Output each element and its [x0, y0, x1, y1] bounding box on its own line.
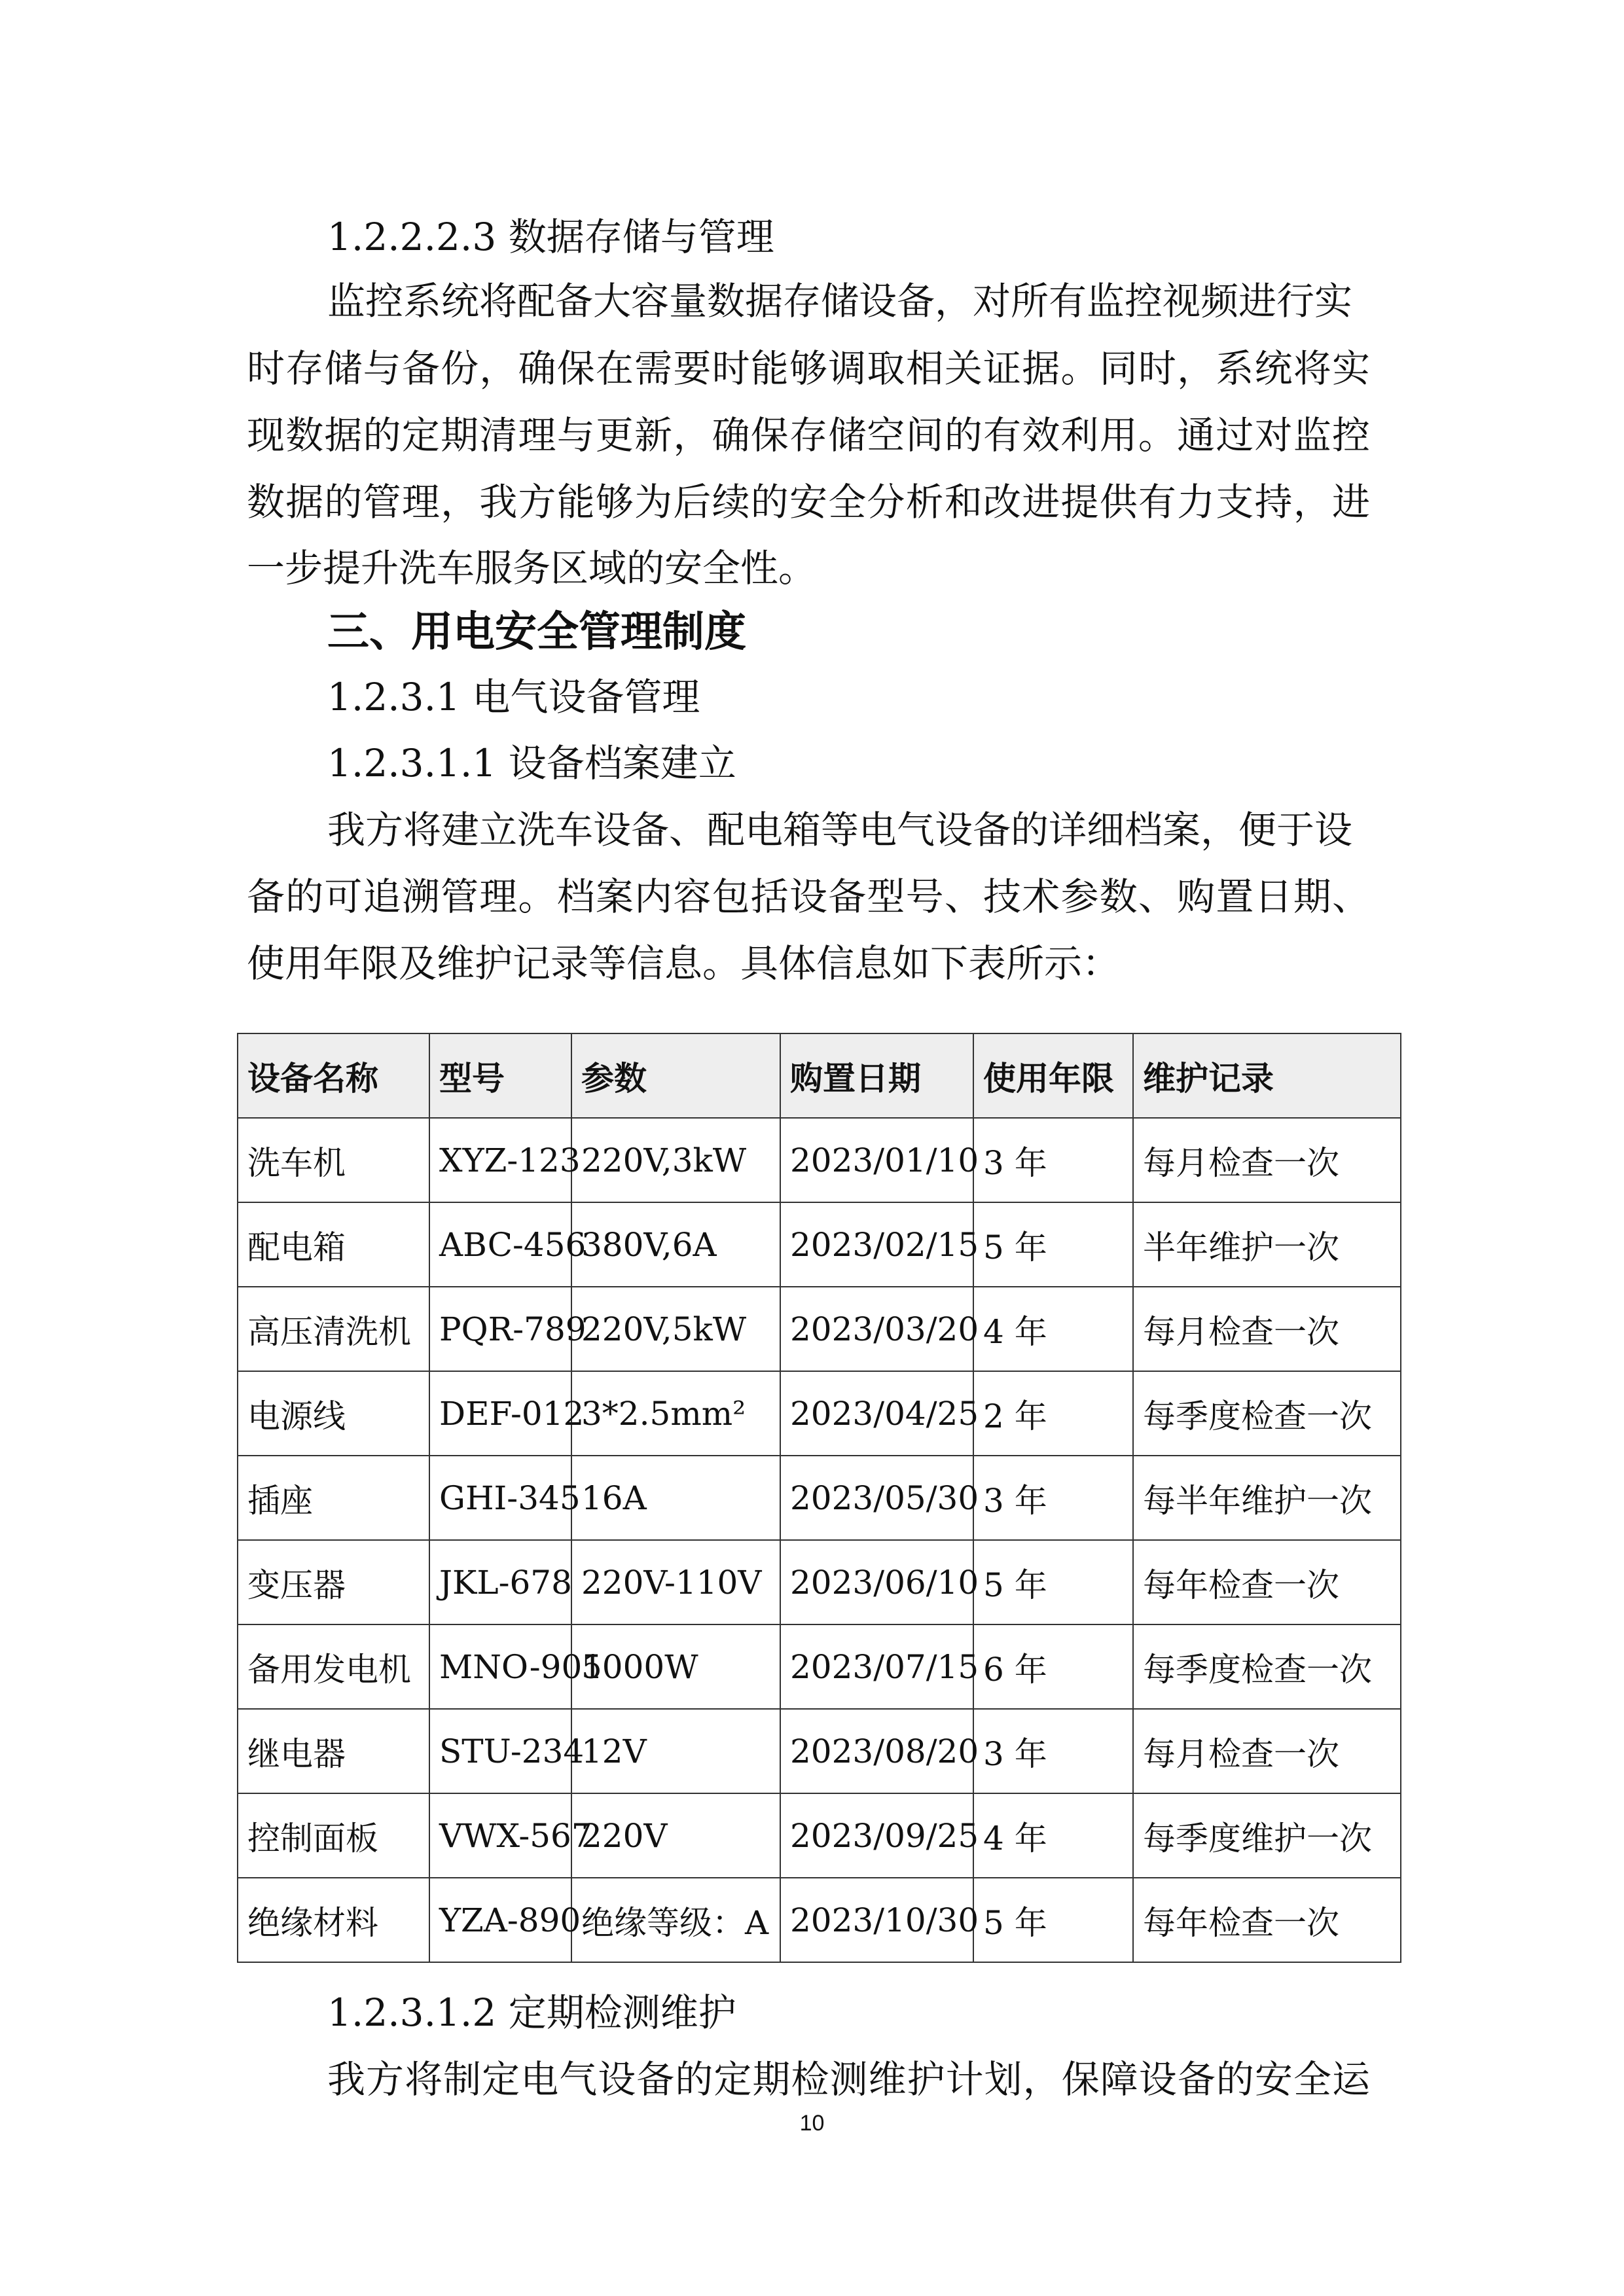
table-cell: 5 年	[973, 1202, 1133, 1287]
table-cell: 插座	[238, 1456, 429, 1540]
table-cell: 6 年	[973, 1624, 1133, 1709]
table-cell: 220V-110V	[571, 1540, 780, 1624]
table-cell: 每月检查一次	[1133, 1287, 1401, 1371]
table-cell: 2023/10/30	[780, 1878, 973, 1962]
table-cell: 每月检查一次	[1133, 1709, 1401, 1793]
table-cell: STU-234	[429, 1709, 571, 1793]
table-row	[238, 1624, 1401, 1709]
table-cell: GHI-345	[429, 1456, 571, 1540]
table-cell: 每季度维护一次	[1133, 1793, 1401, 1878]
column-header: 维护记录	[1133, 1033, 1401, 1118]
paragraph-line: 备的可追溯管理。档案内容包括设备型号、技术参数、购置日期、	[247, 874, 1370, 919]
section-title-1-2-2-2-3: 1.2.2.2.3 数据存储与管理	[327, 215, 774, 259]
column-header: 参数	[571, 1033, 780, 1118]
table-cell: 2023/05/30	[780, 1456, 973, 1540]
table-cell: 备用发电机	[238, 1624, 429, 1709]
table-cell: 配电箱	[238, 1202, 429, 1287]
table-row	[238, 1456, 1401, 1540]
paragraph-line: 数据的管理，我方能够为后续的安全分析和改进提供有力支持，进	[247, 480, 1370, 524]
table-cell: XYZ-123	[429, 1118, 571, 1202]
table-row	[238, 1287, 1401, 1371]
table-cell: DEF-012	[429, 1371, 571, 1456]
table-body	[238, 1118, 1401, 1962]
section-title-1-2-3-1: 1.2.3.1 电气设备管理	[327, 675, 700, 719]
table-cell: 3*2.5mm²	[571, 1371, 780, 1456]
table-cell: 半年维护一次	[1133, 1202, 1401, 1287]
table-cell: JKL-678	[429, 1540, 571, 1624]
table-row	[238, 1709, 1401, 1793]
column-header: 使用年限	[973, 1033, 1133, 1118]
table-cell: 220V	[571, 1793, 780, 1878]
page-number: 10	[799, 2111, 825, 2136]
table-cell: MNO-901	[429, 1624, 571, 1709]
table-row	[238, 1878, 1401, 1962]
table-cell: 3 年	[973, 1709, 1133, 1793]
chapter-heading: 三、用电安全管理制度	[327, 608, 746, 656]
table-cell: 2023/01/10	[780, 1118, 973, 1202]
table-cell: 5 年	[973, 1878, 1133, 1962]
table-cell: 绝缘等级：A	[571, 1878, 780, 1962]
table-cell: 2023/04/25	[780, 1371, 973, 1456]
paragraph-line: 现数据的定期清理与更新，确保存储空间的有效利用。通过对监控	[247, 413, 1370, 457]
table-cell: 控制面板	[238, 1793, 429, 1878]
section-title-1-2-3-1-1: 1.2.3.1.1 设备档案建立	[327, 741, 736, 785]
table-cell: ABC-456	[429, 1202, 571, 1287]
table-cell: 2023/02/15	[780, 1202, 973, 1287]
paragraph-line: 使用年限及维护记录等信息。具体信息如下表所示：	[247, 941, 1121, 986]
column-header: 购置日期	[780, 1033, 973, 1118]
table-cell: 高压清洗机	[238, 1287, 429, 1371]
table-cell: YZA-890	[429, 1878, 571, 1962]
column-header: 型号	[429, 1033, 571, 1118]
equipment-table	[237, 1033, 1401, 1963]
table-cell: PQR-789	[429, 1287, 571, 1371]
table-cell: 每年检查一次	[1133, 1540, 1401, 1624]
table-cell: 2023/06/10	[780, 1540, 973, 1624]
paragraph-line: 一步提升洗车服务区域的安全性。	[247, 546, 817, 590]
paragraph-line: 监控系统将配备大容量数据存储设备，对所有监控视频进行实	[327, 279, 1353, 323]
paragraph-line: 我方将建立洗车设备、配电箱等电气设备的详细档案，便于设	[327, 808, 1353, 852]
table-cell: 每月检查一次	[1133, 1118, 1401, 1202]
table-cell: 每季度检查一次	[1133, 1624, 1401, 1709]
table-cell: 每半年维护一次	[1133, 1456, 1401, 1540]
table-cell: 2023/03/20	[780, 1287, 973, 1371]
paragraph-line: 我方将制定电气设备的定期检测维护计划，保障设备的安全运	[327, 2057, 1370, 2102]
table-cell: 每季度检查一次	[1133, 1371, 1401, 1456]
table-cell: 电源线	[238, 1371, 429, 1456]
table-cell: VWX-567	[429, 1793, 571, 1878]
table-cell: 2 年	[973, 1371, 1133, 1456]
table-cell: 12V	[571, 1709, 780, 1793]
table-row	[238, 1118, 1401, 1202]
table-cell: 继电器	[238, 1709, 429, 1793]
table-cell: 3 年	[973, 1118, 1133, 1202]
table-cell: 2023/09/25	[780, 1793, 973, 1878]
table-cell: 每年检查一次	[1133, 1878, 1401, 1962]
table-row	[238, 1371, 1401, 1456]
table-cell: 220V,5kW	[571, 1287, 780, 1371]
table-cell: 绝缘材料	[238, 1878, 429, 1962]
table-cell: 380V,6A	[571, 1202, 780, 1287]
table-cell: 16A	[571, 1456, 780, 1540]
table-cell: 变压器	[238, 1540, 429, 1624]
table-cell: 5000W	[571, 1624, 780, 1709]
table-cell: 5 年	[973, 1540, 1133, 1624]
table-cell: 4 年	[973, 1793, 1133, 1878]
table-cell: 洗车机	[238, 1118, 429, 1202]
table-cell: 2023/07/15	[780, 1624, 973, 1709]
table-header-row	[238, 1033, 1401, 1118]
paragraph-line: 时存储与备份，确保在需要时能够调取相关证据。同时，系统将实	[247, 346, 1370, 391]
table-row	[238, 1793, 1401, 1878]
table-cell: 2023/08/20	[780, 1709, 973, 1793]
table-cell: 4 年	[973, 1287, 1133, 1371]
table-cell: 220V,3kW	[571, 1118, 780, 1202]
table-cell: 3 年	[973, 1456, 1133, 1540]
table-row	[238, 1540, 1401, 1624]
table-row	[238, 1202, 1401, 1287]
section-title-1-2-3-1-2: 1.2.3.1.2 定期检测维护	[327, 1990, 736, 2035]
column-header: 设备名称	[238, 1033, 429, 1118]
